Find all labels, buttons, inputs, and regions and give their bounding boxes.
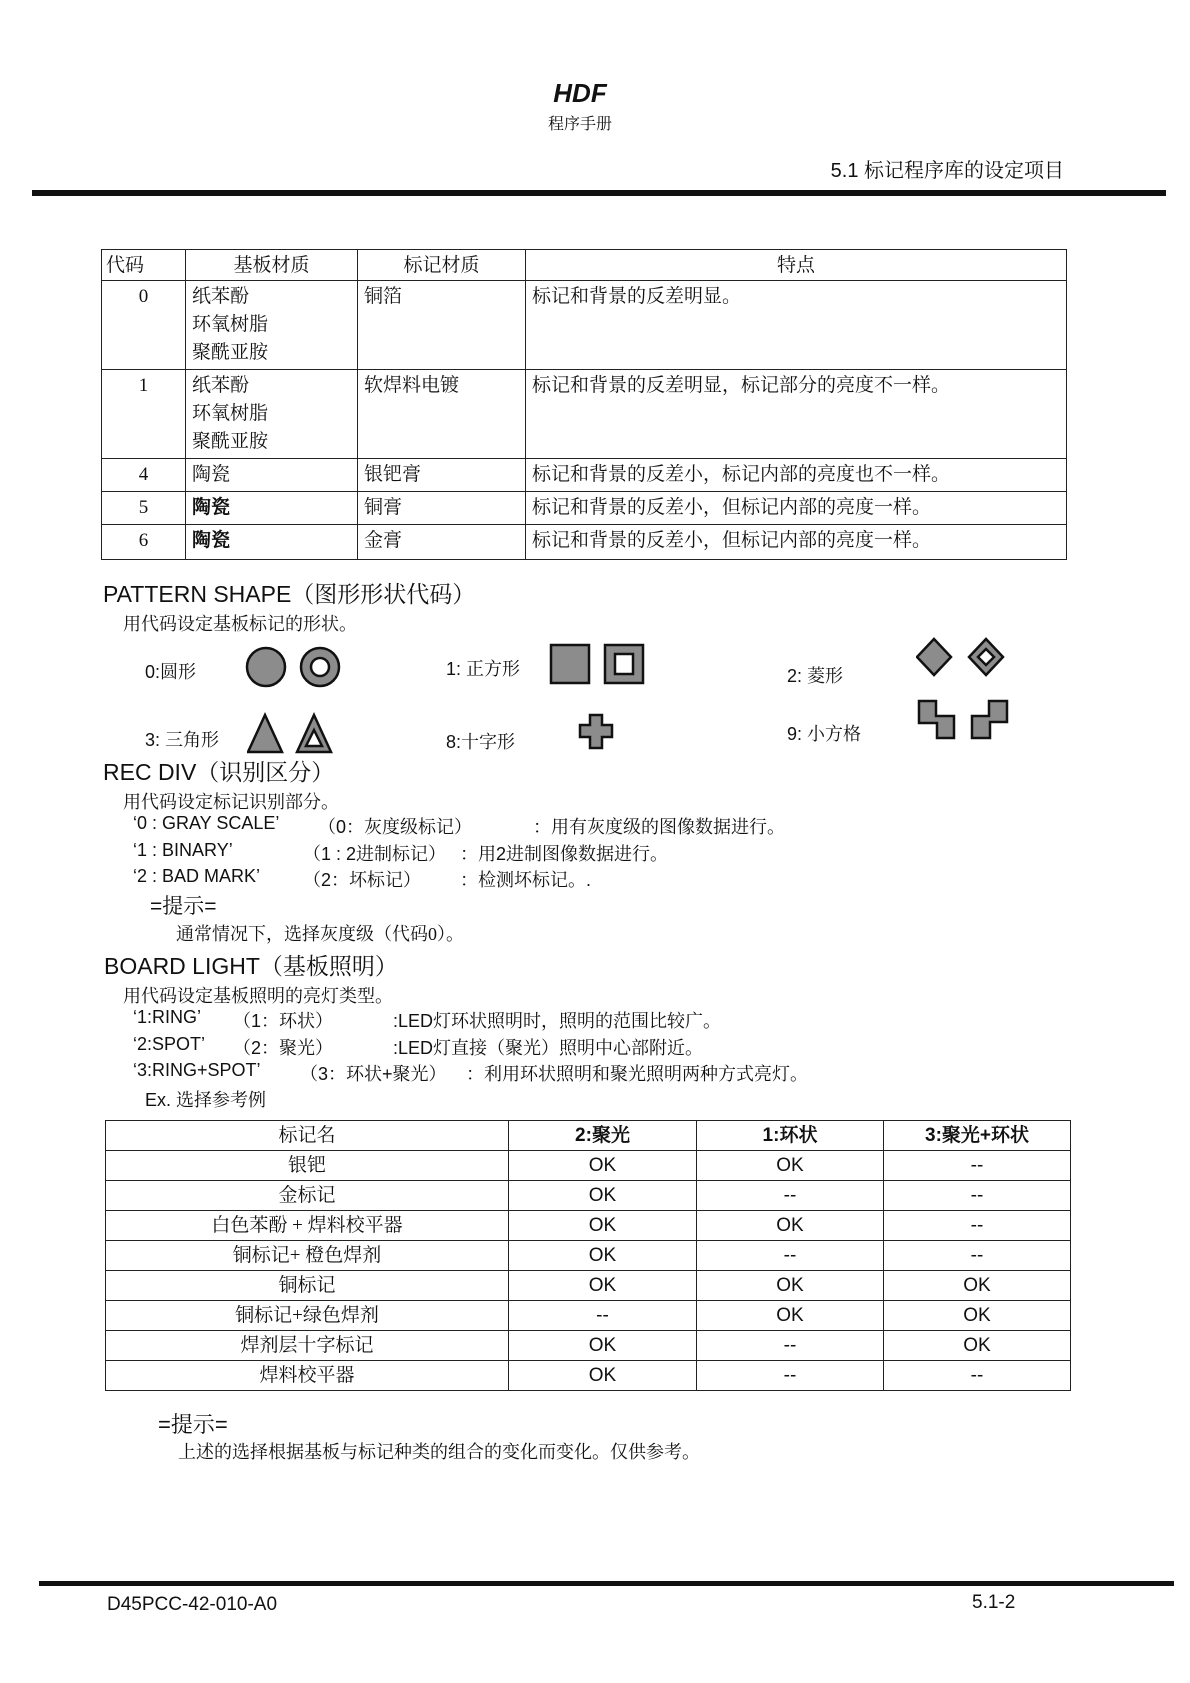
board-light-code: ‘2:SPOT’ xyxy=(133,1034,206,1054)
board-light-name: （2：聚光） xyxy=(233,1038,334,1058)
rec-div-text: ：用2进制图像数据进行。 xyxy=(460,844,669,864)
example-table xyxy=(105,1120,1071,1391)
result-cell: -- xyxy=(697,1181,884,1211)
mark-name-cell: 铜标记+ 橙色焊剂 xyxy=(106,1241,509,1271)
shape-label-triangle: 3: 三角形 xyxy=(145,730,220,750)
column-header: 3:聚光+环状 xyxy=(884,1121,1071,1151)
feature-cell: 标记和背景的反差小，但标记内部的亮度一样。 xyxy=(526,525,1067,560)
result-cell: -- xyxy=(697,1241,884,1271)
board-light-name: （3：环状+聚光） xyxy=(300,1064,447,1084)
board-cell: 纸苯酚 环氧树脂 聚酰亚胺 xyxy=(186,370,358,459)
rec-div-name: （0：灰度级标记） xyxy=(318,817,473,837)
board-cell: 陶瓷 xyxy=(186,459,358,492)
rec-div-hint-title: =提示= xyxy=(150,895,217,918)
board-light-name: （1：环状） xyxy=(233,1011,334,1031)
rec-div-text: ：用有灰度级的图像数据进行。 xyxy=(533,817,785,837)
result-cell: OK xyxy=(509,1151,697,1181)
table-header-row xyxy=(102,250,1067,281)
mark-name-cell: 金标记 xyxy=(106,1181,509,1211)
board-cell: 纸苯酚 环氧树脂 聚酰亚胺 xyxy=(186,281,358,370)
result-cell: -- xyxy=(697,1331,884,1361)
column-header: 基板材质 xyxy=(186,250,358,281)
result-cell: OK xyxy=(697,1301,884,1331)
board-light-text: :LED灯环状照明时，照明的范围比较广。 xyxy=(393,1011,722,1031)
diamond-shape-icon xyxy=(916,636,1016,682)
doc-subtitle: 程序手册 xyxy=(547,116,612,133)
board-light-text: :LED灯直接（聚光）照明中心部附近。 xyxy=(393,1038,704,1058)
result-cell: OK xyxy=(884,1301,1071,1331)
result-cell: OK xyxy=(697,1271,884,1301)
square-shape-icon xyxy=(548,642,648,688)
table-row xyxy=(106,1181,1071,1211)
board-cell: 陶瓷 xyxy=(186,492,358,525)
result-cell: OK xyxy=(697,1211,884,1241)
feature-cell: 标记和背景的反差小，标记内部的亮度也不一样。 xyxy=(526,459,1067,492)
result-cell: OK xyxy=(884,1271,1071,1301)
table-row xyxy=(106,1271,1071,1301)
result-cell: -- xyxy=(884,1181,1071,1211)
rec-div-code: ‘2 : BAD MARK’ xyxy=(133,866,261,886)
column-header: 代码 xyxy=(102,250,186,281)
rec-div-heading: REC DIV（识别区分） xyxy=(103,759,335,785)
board-light-text: ：利用环状照明和聚光照明两种方式亮灯。 xyxy=(466,1064,808,1084)
example-label: Ex. 选择参考例 xyxy=(145,1090,267,1110)
board-light-code: ‘3:RING+SPOT’ xyxy=(133,1060,261,1080)
small-grid-shape-icon xyxy=(916,698,1016,742)
rec-div-text: ：检测坏标记。. xyxy=(460,870,592,890)
page-number: 5.1-2 xyxy=(972,1592,1016,1613)
mark-cell: 金膏 xyxy=(358,525,526,560)
shape-label-square: 1: 正方形 xyxy=(446,659,521,679)
note-title: =提示= xyxy=(158,1412,228,1437)
result-cell: -- xyxy=(884,1211,1071,1241)
table-row xyxy=(106,1151,1071,1181)
column-header: 特点 xyxy=(526,250,1067,281)
board-light-desc: 用代码设定基板照明的亮灯类型。 xyxy=(123,986,393,1006)
mark-cell: 铜箔 xyxy=(358,281,526,370)
code-cell: 0 xyxy=(102,281,186,370)
mark-cell: 银钯膏 xyxy=(358,459,526,492)
shape-label-circle: 0:圆形 xyxy=(145,662,197,682)
shape-label-small-grid: 9: 小方格 xyxy=(787,724,862,744)
rec-div-code: ‘0 : GRAY SCALE’ xyxy=(133,813,280,833)
cross-shape-icon xyxy=(578,712,618,752)
rec-div-name: （1 : 2进制标记） xyxy=(303,844,447,864)
table-row xyxy=(106,1331,1071,1361)
table-row xyxy=(106,1301,1071,1331)
mark-name-cell: 铜标记 xyxy=(106,1271,509,1301)
doc-title: HDF xyxy=(553,78,607,108)
table-row xyxy=(102,281,1067,370)
table-row xyxy=(106,1361,1071,1391)
result-cell: OK xyxy=(509,1331,697,1361)
board-light-code: ‘1:RING’ xyxy=(133,1007,202,1027)
mark-name-cell: 焊料校平器 xyxy=(106,1361,509,1391)
result-cell: OK xyxy=(697,1151,884,1181)
column-header: 标记材质 xyxy=(358,250,526,281)
mark-name-cell: 银钯 xyxy=(106,1151,509,1181)
table-row xyxy=(106,1241,1071,1271)
table-row xyxy=(102,370,1067,459)
feature-cell: 标记和背景的反差明显。 xyxy=(526,281,1067,370)
board-cell: 陶瓷 xyxy=(186,525,358,560)
feature-cell: 标记和背景的反差小，但标记内部的亮度一样。 xyxy=(526,492,1067,525)
pattern-shape-desc: 用代码设定基板标记的形状。 xyxy=(123,614,357,634)
rec-div-code: ‘1 : BINARY’ xyxy=(133,840,233,860)
board-light-heading: BOARD LIGHT（基板照明） xyxy=(104,953,398,979)
shape-label-diamond: 2: 菱形 xyxy=(787,666,844,686)
table-header-row xyxy=(106,1121,1071,1151)
mark-cell: 软焊料电镀 xyxy=(358,370,526,459)
table-row xyxy=(102,525,1067,560)
doc-id: D45PCC-42-010-A0 xyxy=(107,1594,278,1615)
rec-div-desc: 用代码设定标记识别部分。 xyxy=(123,792,339,812)
header-rule xyxy=(32,190,1166,196)
result-cell: OK xyxy=(509,1241,697,1271)
result-cell: OK xyxy=(509,1361,697,1391)
code-cell: 5 xyxy=(102,492,186,525)
result-cell: OK xyxy=(509,1181,697,1211)
result-cell: -- xyxy=(884,1151,1071,1181)
table-row xyxy=(102,492,1067,525)
table-row xyxy=(106,1211,1071,1241)
circle-shape-icon xyxy=(244,644,344,690)
column-header: 2:聚光 xyxy=(509,1121,697,1151)
column-header: 标记名 xyxy=(106,1121,509,1151)
mark-name-cell: 焊剂层十字标记 xyxy=(106,1331,509,1361)
column-header: 1:环状 xyxy=(697,1121,884,1151)
result-cell: OK xyxy=(509,1271,697,1301)
rec-div-hint: 通常情况下，选择灰度级（代码0）。 xyxy=(176,924,464,944)
code-cell: 6 xyxy=(102,525,186,560)
result-cell: -- xyxy=(884,1361,1071,1391)
footer-rule xyxy=(39,1581,1174,1586)
note-text: 上述的选择根据基板与标记种类的组合的变化而变化。仅供参考。 xyxy=(178,1442,700,1462)
result-cell: -- xyxy=(509,1301,697,1331)
rec-div-name: （2：坏标记） xyxy=(303,870,422,890)
shape-label-cross: 8:十字形 xyxy=(446,732,516,752)
result-cell: -- xyxy=(697,1361,884,1391)
mark-name-cell: 铜标记+绿色焊剂 xyxy=(106,1301,509,1331)
mark-name-cell: 白色苯酚 + 焊料校平器 xyxy=(106,1211,509,1241)
code-cell: 4 xyxy=(102,459,186,492)
code-cell: 1 xyxy=(102,370,186,459)
result-cell: OK xyxy=(884,1331,1071,1361)
pattern-shape-heading: PATTERN SHAPE（图形形状代码） xyxy=(103,581,476,607)
result-cell: -- xyxy=(884,1241,1071,1271)
triangle-shape-icon xyxy=(247,712,337,758)
material-table xyxy=(101,249,1067,560)
mark-cell: 铜膏 xyxy=(358,492,526,525)
table-row xyxy=(102,459,1067,492)
section-title: 5.1 标记程序库的设定项目 xyxy=(830,160,1064,182)
result-cell: OK xyxy=(509,1211,697,1241)
feature-cell: 标记和背景的反差明显，标记部分的亮度不一样。 xyxy=(526,370,1067,459)
